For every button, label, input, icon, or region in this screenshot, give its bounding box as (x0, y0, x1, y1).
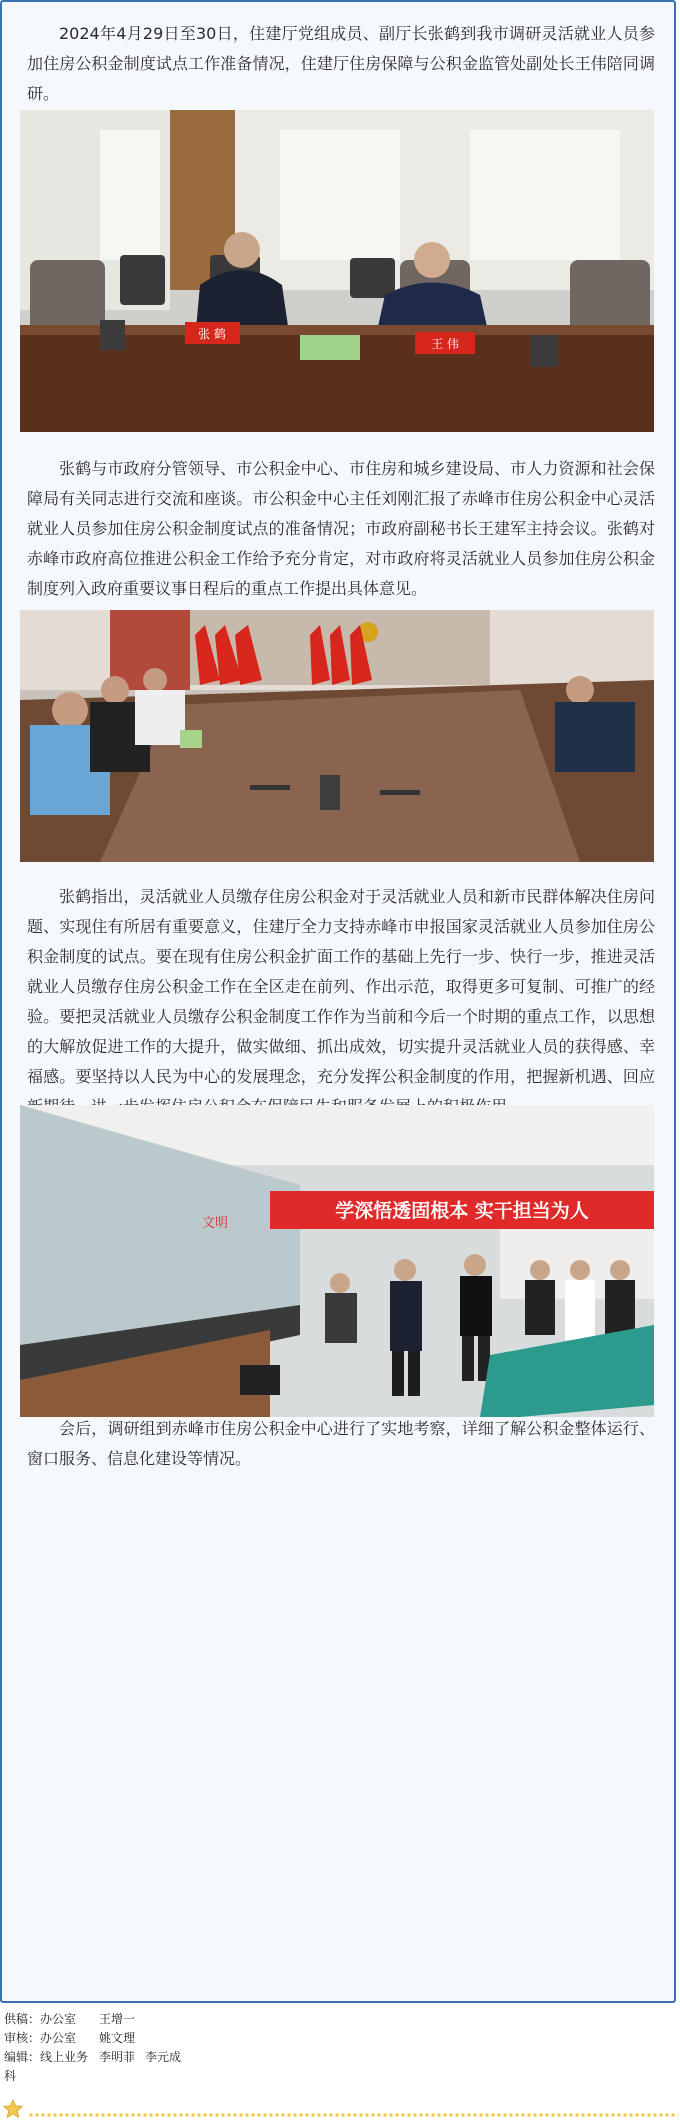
credit-edit-label: 编辑：线上业务科 (4, 2050, 89, 2083)
paragraph-1: 2024年4月29日至30日，住建厅党组成员、副厅长张鹤到我市调研灵活就业人员参加住房公积金制度试点工作准备情况，住建厅住房保障与公积金监管处副处长王伟陪同调研。 (27, 24, 655, 103)
photo-conference-room (20, 610, 654, 862)
paragraph-3: 张鹤指出，灵活就业人员缴存住房公积金对于灵活就业人员和新市民群体解决住房问题、实现住有所居有重要意义，住建厅全力支持赤峰市申报国家灵活就业人员参加住房公积金制度的试点。要在现有住房公积金扩面工作的基础上先行一步、快行一步，推进灵活就业人员缴存住房公积金工作在全区走在前列、作出示范，取得更多可复制、可推广的经验。要把灵活就业人员缴存公积金制度工作作为当前和今后一个时期的重点工作，以思想的大解放促进工作的大提升，做实做细、抓出成效，切实提升灵活就业人员的获得感、幸福感。要坚持以人民为中心的发展理念，充分发挥公积金制度的作用，把握新机遇、回应 (27, 887, 655, 1086)
credit-review (4, 2029, 191, 2048)
credit-review-name: 姚文理 (99, 2031, 136, 2045)
credit-edit-name-2: 李元成 (145, 2050, 182, 2064)
credit-submit (4, 2010, 191, 2029)
banner-side-text: 文明 (202, 1216, 229, 1231)
nameplate-1: 张 鹤 (198, 327, 226, 341)
photo-meeting-closeup (20, 110, 654, 432)
photo-service-hall (20, 1105, 654, 1417)
paragraph-4: 会后，调研组到赤峰市住房公积金中心进行了实地考察，详细了解公积金整体运行、窗口服务、信息化建设等情况。 (27, 1419, 655, 1468)
credits (4, 2010, 191, 2086)
credit-edit-name-1: 李明菲 (99, 2050, 136, 2064)
nameplate-2: 王 伟 (431, 337, 459, 351)
banner-slogan: 学深悟透固根本 实干担当为人 (335, 1200, 589, 1222)
credit-edit (4, 2048, 191, 2086)
credit-submit-name: 王增一 (99, 2012, 136, 2026)
credit-review-label: 审核：办公室 (4, 2031, 77, 2045)
dotted-divider (28, 2113, 678, 2117)
credit-submit-label: 供稿：办公室 (4, 2012, 77, 2026)
paragraph-2: 张鹤与市政府分管领导、市公积金中心、市住房和城乡建设局、市人力资源和社会保障局有关同志进行交流和座谈。市公积金中心主任刘刚汇报了赤峰市住房公积金中心灵活就业人员参加住房公积金制度试点的准备情况；市政府副秘书长王建军主持会议。张鹤对赤峰市政府高位推进公积金工作给予充分肯定，对市政府将灵活就业人员参加住房公积金制度列入政府重要议事日程后的重点工作提出具体意见。 (27, 459, 655, 598)
star-icon (2, 2098, 24, 2120)
